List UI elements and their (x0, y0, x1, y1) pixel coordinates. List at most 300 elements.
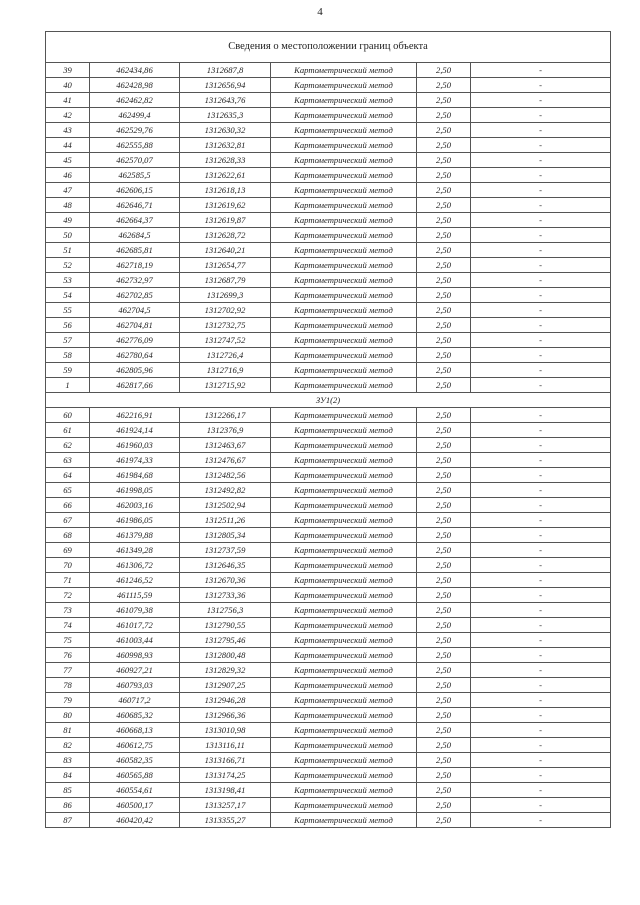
method-cell: Картометрический метод (271, 153, 417, 168)
table-row (46, 468, 611, 483)
coord-x-cell: 462817,66 (90, 378, 180, 393)
coord-x-cell: 460685,32 (90, 708, 180, 723)
description-cell: - (471, 663, 611, 678)
description-cell: - (471, 108, 611, 123)
point-number-cell: 81 (46, 723, 90, 738)
coord-x-cell: 462499,4 (90, 108, 180, 123)
description-cell: - (471, 513, 611, 528)
point-number-cell: 50 (46, 228, 90, 243)
point-number-cell: 53 (46, 273, 90, 288)
table-row (46, 153, 611, 168)
method-cell: Картометрический метод (271, 78, 417, 93)
method-cell: Картометрический метод (271, 498, 417, 513)
method-cell: Картометрический метод (271, 348, 417, 363)
precision-cell: 2,50 (417, 378, 471, 393)
precision-cell: 2,50 (417, 288, 471, 303)
table-row (46, 633, 611, 648)
point-number-cell: 77 (46, 663, 90, 678)
coord-x-cell: 462718,19 (90, 258, 180, 273)
precision-cell: 2,50 (417, 93, 471, 108)
point-number-cell: 86 (46, 798, 90, 813)
precision-cell: 2,50 (417, 723, 471, 738)
table-row (46, 453, 611, 468)
description-cell: - (471, 93, 611, 108)
table-row (46, 678, 611, 693)
precision-cell: 2,50 (417, 348, 471, 363)
precision-cell: 2,50 (417, 213, 471, 228)
description-cell: - (471, 468, 611, 483)
precision-cell: 2,50 (417, 333, 471, 348)
table-title: Сведения о местоположении границ объекта (46, 32, 611, 63)
table-row (46, 333, 611, 348)
method-cell: Картометрический метод (271, 528, 417, 543)
coord-x-cell: 460420,42 (90, 813, 180, 828)
coord-x-cell: 462555,88 (90, 138, 180, 153)
description-cell: - (471, 348, 611, 363)
coord-y-cell: 1312640,21 (180, 243, 271, 258)
table-row (46, 603, 611, 618)
method-cell: Картометрический метод (271, 273, 417, 288)
description-cell: - (471, 603, 611, 618)
coord-x-cell: 462428,98 (90, 78, 180, 93)
table-row (46, 363, 611, 378)
coord-x-cell: 462702,85 (90, 288, 180, 303)
coord-y-cell: 1312702,92 (180, 303, 271, 318)
method-cell: Картометрический метод (271, 183, 417, 198)
method-cell: Картометрический метод (271, 573, 417, 588)
method-cell: Картометрический метод (271, 108, 417, 123)
precision-cell: 2,50 (417, 663, 471, 678)
coord-x-cell: 460927,21 (90, 663, 180, 678)
table-row (46, 408, 611, 423)
method-cell: Картометрический метод (271, 243, 417, 258)
description-cell: - (471, 798, 611, 813)
coord-x-cell: 461984,68 (90, 468, 180, 483)
method-cell: Картометрический метод (271, 648, 417, 663)
coord-y-cell: 1312747,52 (180, 333, 271, 348)
point-number-cell: 78 (46, 678, 90, 693)
point-number-cell: 73 (46, 603, 90, 618)
description-cell: - (471, 168, 611, 183)
point-number-cell: 80 (46, 708, 90, 723)
point-number-cell: 74 (46, 618, 90, 633)
precision-cell: 2,50 (417, 738, 471, 753)
table-row (46, 63, 611, 78)
point-number-cell: 51 (46, 243, 90, 258)
point-number-cell: 75 (46, 633, 90, 648)
method-cell: Картометрический метод (271, 783, 417, 798)
coord-x-cell: 460612,75 (90, 738, 180, 753)
precision-cell: 2,50 (417, 168, 471, 183)
description-cell: - (471, 573, 611, 588)
coord-y-cell: 1312632,81 (180, 138, 271, 153)
coord-x-cell: 462570,07 (90, 153, 180, 168)
method-cell: Картометрический метод (271, 618, 417, 633)
point-number-cell: 42 (46, 108, 90, 123)
coord-x-cell: 461079,38 (90, 603, 180, 618)
table-row (46, 573, 611, 588)
point-number-cell: 82 (46, 738, 90, 753)
description-cell: - (471, 783, 611, 798)
coord-y-cell: 1312829,32 (180, 663, 271, 678)
method-cell: Картометрический метод (271, 93, 417, 108)
description-cell: - (471, 708, 611, 723)
method-cell: Картометрический метод (271, 708, 417, 723)
description-cell: - (471, 378, 611, 393)
table-title-row (46, 32, 611, 63)
table-row (46, 753, 611, 768)
description-cell: - (471, 138, 611, 153)
coord-x-cell: 462704,81 (90, 318, 180, 333)
coord-y-cell: 1312907,25 (180, 678, 271, 693)
point-number-cell: 60 (46, 408, 90, 423)
description-cell: - (471, 693, 611, 708)
coord-x-cell: 462664,37 (90, 213, 180, 228)
table-row (46, 243, 611, 258)
table-row (46, 708, 611, 723)
precision-cell: 2,50 (417, 468, 471, 483)
method-cell: Картометрический метод (271, 753, 417, 768)
point-number-cell: 87 (46, 813, 90, 828)
coord-x-cell: 461960,03 (90, 438, 180, 453)
method-cell: Картометрический метод (271, 768, 417, 783)
method-cell: Картометрический метод (271, 198, 417, 213)
description-cell: - (471, 768, 611, 783)
point-number-cell: 63 (46, 453, 90, 468)
coord-x-cell: 462462,82 (90, 93, 180, 108)
table-row (46, 438, 611, 453)
point-number-cell: 67 (46, 513, 90, 528)
point-number-cell: 43 (46, 123, 90, 138)
boundary-coordinates-table (45, 31, 611, 828)
description-cell: - (471, 183, 611, 198)
coord-x-cell: 461017,72 (90, 618, 180, 633)
point-number-cell: 45 (46, 153, 90, 168)
description-cell: - (471, 528, 611, 543)
table-row (46, 558, 611, 573)
table-row (46, 543, 611, 558)
description-cell: - (471, 588, 611, 603)
point-number-cell: 44 (46, 138, 90, 153)
coord-y-cell: 1313257,17 (180, 798, 271, 813)
coord-x-cell: 462805,96 (90, 363, 180, 378)
precision-cell: 2,50 (417, 228, 471, 243)
coord-y-cell: 1313174,25 (180, 768, 271, 783)
point-number-cell: 56 (46, 318, 90, 333)
description-cell: - (471, 258, 611, 273)
coord-y-cell: 1312476,67 (180, 453, 271, 468)
precision-cell: 2,50 (417, 558, 471, 573)
coord-x-cell: 460793,03 (90, 678, 180, 693)
precision-cell: 2,50 (417, 303, 471, 318)
table-row (46, 768, 611, 783)
description-cell: - (471, 618, 611, 633)
precision-cell: 2,50 (417, 438, 471, 453)
description-cell: - (471, 273, 611, 288)
method-cell: Картометрический метод (271, 663, 417, 678)
table-row (46, 528, 611, 543)
description-cell: - (471, 558, 611, 573)
table-row (46, 783, 611, 798)
coord-y-cell: 1312635,3 (180, 108, 271, 123)
coord-y-cell: 1312628,72 (180, 228, 271, 243)
page-number: 4 (317, 6, 323, 18)
precision-cell: 2,50 (417, 273, 471, 288)
coord-y-cell: 1312800,48 (180, 648, 271, 663)
method-cell: Картометрический метод (271, 738, 417, 753)
coord-x-cell: 461998,05 (90, 483, 180, 498)
method-cell: Картометрический метод (271, 138, 417, 153)
coord-y-cell: 1313116,11 (180, 738, 271, 753)
coord-y-cell: 1313355,27 (180, 813, 271, 828)
coord-y-cell: 1312622,61 (180, 168, 271, 183)
precision-cell: 2,50 (417, 363, 471, 378)
coord-y-cell: 1312656,94 (180, 78, 271, 93)
point-number-cell: 79 (46, 693, 90, 708)
table-row (46, 483, 611, 498)
description-cell: - (471, 633, 611, 648)
coord-y-cell: 1312643,76 (180, 93, 271, 108)
table-row (46, 423, 611, 438)
precision-cell: 2,50 (417, 138, 471, 153)
description-cell: - (471, 423, 611, 438)
coord-y-cell: 1312630,32 (180, 123, 271, 138)
coord-y-cell: 1312946,28 (180, 693, 271, 708)
point-number-cell: 49 (46, 213, 90, 228)
coord-y-cell: 1312646,35 (180, 558, 271, 573)
description-cell: - (471, 438, 611, 453)
coord-y-cell: 1312266,17 (180, 408, 271, 423)
precision-cell: 2,50 (417, 768, 471, 783)
coord-y-cell: 1312502,94 (180, 498, 271, 513)
point-number-cell: 85 (46, 783, 90, 798)
description-cell: - (471, 78, 611, 93)
coord-y-cell: 1312715,92 (180, 378, 271, 393)
coord-x-cell: 462003,16 (90, 498, 180, 513)
table-row (46, 288, 611, 303)
table-row (46, 303, 611, 318)
point-number-cell: 40 (46, 78, 90, 93)
table-row (46, 318, 611, 333)
coord-x-cell: 461924,14 (90, 423, 180, 438)
coord-y-cell: 1312733,36 (180, 588, 271, 603)
coord-y-cell: 1312687,8 (180, 63, 271, 78)
coord-y-cell: 1312619,87 (180, 213, 271, 228)
coord-y-cell: 1313198,41 (180, 783, 271, 798)
point-number-cell: 83 (46, 753, 90, 768)
point-number-cell: 66 (46, 498, 90, 513)
coord-x-cell: 461306,72 (90, 558, 180, 573)
coord-y-cell: 1312737,59 (180, 543, 271, 558)
coord-y-cell: 1312699,3 (180, 288, 271, 303)
description-cell: - (471, 243, 611, 258)
precision-cell: 2,50 (417, 483, 471, 498)
point-number-cell: 57 (46, 333, 90, 348)
method-cell: Картометрический метод (271, 408, 417, 423)
precision-cell: 2,50 (417, 633, 471, 648)
coord-y-cell: 1312756,3 (180, 603, 271, 618)
section-title: ЗУ1(2) (46, 393, 611, 408)
coord-x-cell: 462685,81 (90, 243, 180, 258)
description-cell: - (471, 543, 611, 558)
description-cell: - (471, 213, 611, 228)
point-number-cell: 71 (46, 573, 90, 588)
coord-y-cell: 1312376,9 (180, 423, 271, 438)
table-row (46, 813, 611, 828)
point-number-cell: 46 (46, 168, 90, 183)
method-cell: Картометрический метод (271, 258, 417, 273)
coord-x-cell: 462585,5 (90, 168, 180, 183)
precision-cell: 2,50 (417, 183, 471, 198)
precision-cell: 2,50 (417, 693, 471, 708)
method-cell: Картометрический метод (271, 693, 417, 708)
precision-cell: 2,50 (417, 543, 471, 558)
precision-cell: 2,50 (417, 78, 471, 93)
coord-x-cell: 462732,97 (90, 273, 180, 288)
coord-y-cell: 1312795,46 (180, 633, 271, 648)
method-cell: Картометрический метод (271, 558, 417, 573)
precision-cell: 2,50 (417, 588, 471, 603)
table-row (46, 378, 611, 393)
point-number-cell: 84 (46, 768, 90, 783)
point-number-cell: 54 (46, 288, 90, 303)
precision-cell: 2,50 (417, 528, 471, 543)
coord-y-cell: 1312716,9 (180, 363, 271, 378)
point-number-cell: 70 (46, 558, 90, 573)
method-cell: Картометрический метод (271, 813, 417, 828)
precision-cell: 2,50 (417, 798, 471, 813)
table-row (46, 258, 611, 273)
point-number-cell: 52 (46, 258, 90, 273)
precision-cell: 2,50 (417, 513, 471, 528)
description-cell: - (471, 453, 611, 468)
table-row (46, 618, 611, 633)
method-cell: Картометрический метод (271, 333, 417, 348)
point-number-cell: 62 (46, 438, 90, 453)
precision-cell: 2,50 (417, 678, 471, 693)
table-row (46, 198, 611, 213)
coord-y-cell: 1313166,71 (180, 753, 271, 768)
point-number-cell: 65 (46, 483, 90, 498)
description-cell: - (471, 333, 611, 348)
precision-cell: 2,50 (417, 153, 471, 168)
description-cell: - (471, 723, 611, 738)
coord-y-cell: 1312654,77 (180, 258, 271, 273)
table-row (46, 273, 611, 288)
precision-cell: 2,50 (417, 123, 471, 138)
point-number-cell: 76 (46, 648, 90, 663)
coord-y-cell: 1312628,33 (180, 153, 271, 168)
method-cell: Картометрический метод (271, 453, 417, 468)
coord-y-cell: 1312726,4 (180, 348, 271, 363)
point-number-cell: 61 (46, 423, 90, 438)
coord-y-cell: 1313010,98 (180, 723, 271, 738)
precision-cell: 2,50 (417, 753, 471, 768)
table-row (46, 738, 611, 753)
method-cell: Картометрический метод (271, 378, 417, 393)
coord-x-cell: 460582,35 (90, 753, 180, 768)
table-row (46, 798, 611, 813)
table-row (46, 138, 611, 153)
coord-y-cell: 1312687,79 (180, 273, 271, 288)
table-row (46, 93, 611, 108)
coord-x-cell: 462780,64 (90, 348, 180, 363)
coord-y-cell: 1312511,26 (180, 513, 271, 528)
precision-cell: 2,50 (417, 573, 471, 588)
coord-x-cell: 461974,33 (90, 453, 180, 468)
precision-cell: 2,50 (417, 708, 471, 723)
coord-y-cell: 1312732,75 (180, 318, 271, 333)
coord-y-cell: 1312619,62 (180, 198, 271, 213)
coord-x-cell: 462529,76 (90, 123, 180, 138)
table-row (46, 588, 611, 603)
coord-x-cell: 462606,15 (90, 183, 180, 198)
precision-cell: 2,50 (417, 783, 471, 798)
point-number-cell: 55 (46, 303, 90, 318)
precision-cell: 2,50 (417, 198, 471, 213)
precision-cell: 2,50 (417, 453, 471, 468)
method-cell: Картометрический метод (271, 423, 417, 438)
description-cell: - (471, 813, 611, 828)
method-cell: Картометрический метод (271, 678, 417, 693)
description-cell: - (471, 123, 611, 138)
coord-x-cell: 460717,2 (90, 693, 180, 708)
coord-x-cell: 460668,13 (90, 723, 180, 738)
coord-y-cell: 1312492,82 (180, 483, 271, 498)
precision-cell: 2,50 (417, 108, 471, 123)
description-cell: - (471, 483, 611, 498)
method-cell: Картометрический метод (271, 588, 417, 603)
description-cell: - (471, 288, 611, 303)
description-cell: - (471, 738, 611, 753)
description-cell: - (471, 498, 611, 513)
description-cell: - (471, 678, 611, 693)
method-cell: Картометрический метод (271, 288, 417, 303)
point-number-cell: 39 (46, 63, 90, 78)
table-row (46, 693, 611, 708)
table-row (46, 648, 611, 663)
point-number-cell: 1 (46, 378, 90, 393)
method-cell: Картометрический метод (271, 303, 417, 318)
table-row (46, 213, 611, 228)
coord-x-cell: 462216,91 (90, 408, 180, 423)
coord-x-cell: 460565,88 (90, 768, 180, 783)
table-row (46, 168, 611, 183)
precision-cell: 2,50 (417, 243, 471, 258)
precision-cell: 2,50 (417, 318, 471, 333)
method-cell: Картометрический метод (271, 603, 417, 618)
coord-y-cell: 1312790,55 (180, 618, 271, 633)
precision-cell: 2,50 (417, 408, 471, 423)
method-cell: Картометрический метод (271, 63, 417, 78)
table-row (46, 498, 611, 513)
coord-x-cell: 461115,59 (90, 588, 180, 603)
description-cell: - (471, 648, 611, 663)
coord-x-cell: 461246,52 (90, 573, 180, 588)
coord-y-cell: 1312805,34 (180, 528, 271, 543)
table-row (46, 348, 611, 363)
coord-x-cell: 461349,28 (90, 543, 180, 558)
method-cell: Картометрический метод (271, 363, 417, 378)
point-number-cell: 59 (46, 363, 90, 378)
point-number-cell: 72 (46, 588, 90, 603)
table-row (46, 513, 611, 528)
coord-x-cell: 462434,86 (90, 63, 180, 78)
coord-x-cell: 462704,5 (90, 303, 180, 318)
point-number-cell: 47 (46, 183, 90, 198)
description-cell: - (471, 318, 611, 333)
description-cell: - (471, 408, 611, 423)
